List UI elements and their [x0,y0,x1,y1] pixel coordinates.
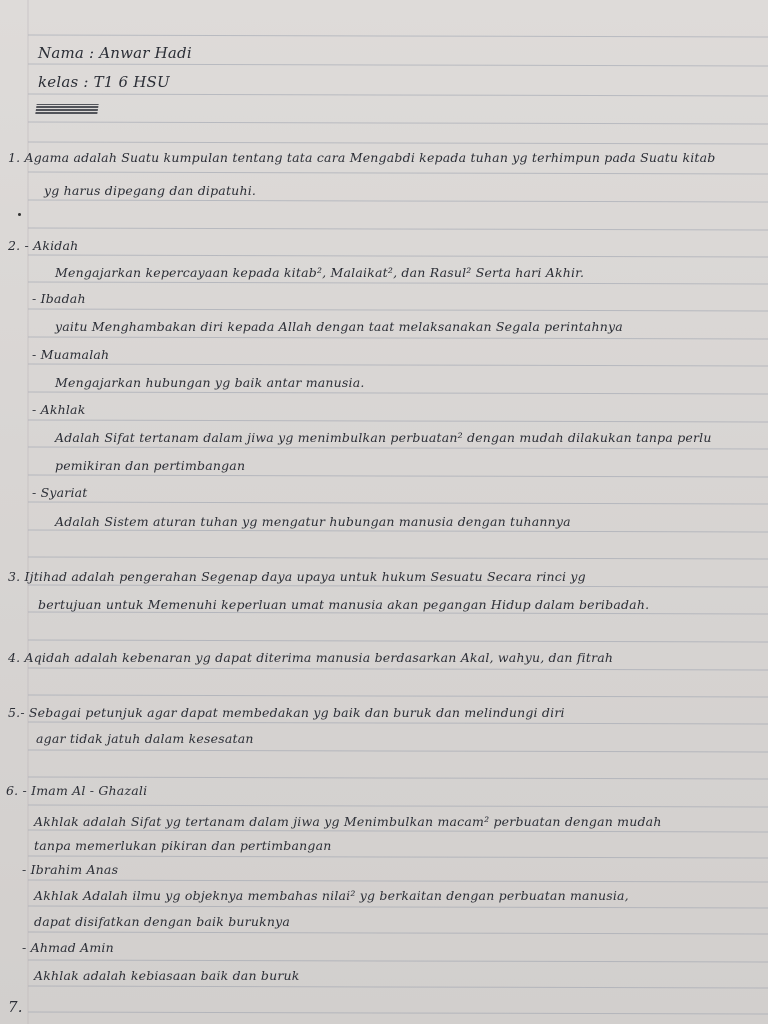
answer-2-line-1: Mengajarkan kepercayaan kepada kitab², Malaikat², dan Rasul² Serta hari Akhir. [55,265,585,280]
rule-line [28,309,768,311]
answer-2-line-5: Mengajarkan hubungan yg baik antar manusia. [55,375,365,390]
answer-2-line-6: - Akhlak [32,402,86,417]
rule-line [28,122,768,124]
rule-line [28,906,768,908]
rule-line [28,392,768,394]
rule-line [28,337,768,339]
rule-line [28,960,768,962]
rule-line [28,255,768,257]
rule-line [28,585,768,587]
answer-6-line-3: - Ibrahim Anas [22,862,119,877]
rule-line [28,750,768,752]
student-name: Nama : Anwar Hadi [38,44,192,62]
rule-line [28,502,768,504]
answer-6-line-7: Akhlak adalah kebiasaan baik dan buruk [34,968,300,983]
answer-6-line-5: dapat disifatkan dengan baik buruknya [34,914,291,929]
rule-line [28,64,768,66]
answer-2-line-8: pemikiran dan pertimbangan [55,458,246,473]
rule-line [28,668,768,670]
answer-6-heading: 6. - Imam Al - Ghazali [6,783,148,798]
rule-line [28,932,768,934]
answer-1-line-2: yg harus dipegang dan dipatuhi. [44,183,257,198]
rule-line [28,475,768,477]
rule-line [28,364,768,366]
rule-line [28,830,768,832]
rule-line [28,172,768,174]
rule-line [28,142,768,144]
rule-line [28,1012,768,1014]
answer-1-line-1: 1. Agama adalah Suatu kumpulan tentang tata cara Mengabdi kepada tuhan yg terhimpun pada Suatu kitab [8,150,716,165]
student-class: kelas : T1 6 HSU [38,73,170,91]
rule-line [28,695,768,697]
answer-2-heading: 2. - Akidah [8,238,79,253]
rule-line [28,228,768,230]
answer-5-line-1: 5.- Sebagai petunjuk agar dapat membedakan yg baik dan buruk dan melindungi diri [8,705,565,720]
answer-2-line-2: - Ibadah [32,291,86,306]
answer-2-line-3: yaitu Menghambakan diri kepada Allah dengan taat melaksanakan Segala perintahnya [55,319,623,334]
rule-line [28,612,768,614]
crossed-out-word [35,104,98,114]
rule-line [28,282,768,284]
rule-line [28,856,768,858]
answer-2-line-9: - Syariat [32,485,88,500]
answer-2-line-4: - Muamalah [32,347,110,362]
answer-4-line-1: 4. Aqidah adalah kebenaran yg dapat diterima manusia berdasarkan Akal, wahyu, dan fitrah [8,650,614,665]
answer-7-heading: 7. [8,998,23,1016]
rule-line [28,557,768,559]
answer-2-line-7: Adalah Sifat tertanam dalam jiwa yg menimbulkan perbuatan² dengan mudah dilakukan tanpa perlu [55,430,712,445]
rule-line [28,530,768,532]
rule-line [28,986,768,988]
rule-line [28,447,768,449]
answer-3-line-1: 3. Ijtihad adalah pengerahan Segenap daya upaya untuk hukum Sesuatu Secara rinci yg [8,569,586,584]
rule-line [28,640,768,642]
rule-line [28,722,768,724]
answer-6-line-2: tanpa memerlukan pikiran dan pertimbangan [34,838,332,853]
rule-line [28,35,768,37]
answer-6-line-1: Akhlak adalah Sifat yg tertanam dalam jiwa yg Menimbulkan macam² perbuatan dengan mudah [34,814,662,829]
answer-6-line-4: Akhlak Adalah ilmu yg objeknya membahas nilai² yg berkaitan dengan perbuatan manusia, [34,888,629,903]
answer-5-line-2: agar tidak jatuh dalam kesesatan [36,731,254,746]
rule-line [28,420,768,422]
answer-2-line-10: Adalah Sistem aturan tuhan yg mengatur hubungan manusia dengan tuhannya [55,514,571,529]
rule-line [28,777,768,779]
rule-line [28,880,768,882]
rule-line [28,200,768,202]
rule-line [28,805,768,807]
answer-3-line-2: bertujuan untuk Memenuhi keperluan umat manusia akan pegangan Hidup dalam beribadah. [38,597,650,612]
ink-dot [18,213,21,216]
answer-6-line-6: - Ahmad Amin [22,940,114,955]
rule-line [28,94,768,96]
